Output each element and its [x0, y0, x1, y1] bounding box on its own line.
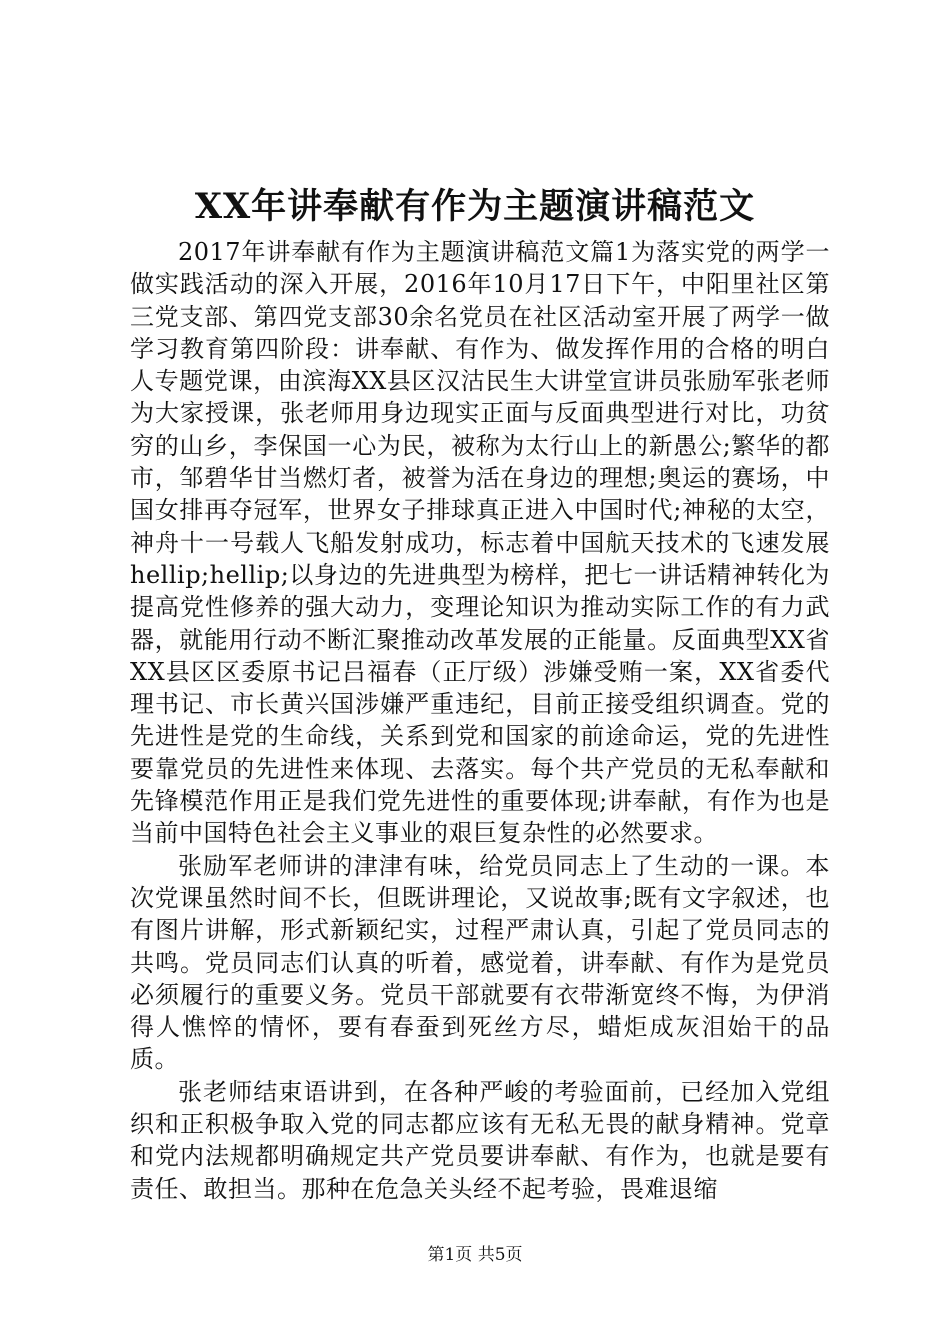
- document-body: [130, 236, 830, 1205]
- paragraph-3: 张老师结束语讲到，在各种严峻的考验面前，已经加入党组织和正积极争取入党的同志都应该有无私无畏的献身精神。党章和党内法规都明确规定共产党员要讲奉献、有作为，也就是要有责任、敢担当。那种在危急关头经不起考验，畏难退缩: [130, 1077, 830, 1203]
- paragraph-2: 张励军老师讲的津津有味，给党员同志上了生动的一课。本次党课虽然时间不长，但既讲理论，又说故事;既有文字叙述，也有图片讲解，形式新颖纪实，过程严肃认真，引起了党员同志的共鸣。党员同志们认真的听着，感觉着，讲奉献、有作为是党员必须履行的重要义务。党员干部就要有衣带渐宽终不悔，为伊消得人憔悴的情怀，要有春蚕到死丝方尽，蜡炬成灰泪始干的品质。: [130, 851, 830, 1074]
- paragraph-1: 2017年讲奉献有作为主题演讲稿范文篇1为落实党的两学一做实践活动的深入开展，2016年10月17日下午，中阳里社区第三党支部、第四党支部30余名党员在社区活动室开展了两学一做学习教育第四阶段：讲奉献、有作为、做发挥作用的合格的明白人专题党课，由滨海XX县区汉沽民生大讲堂宣讲员张励军张老师为大家授课，张老师用身边现实正面与反面典型进行对比，功贫穷的山乡，李保国一心为民，被称为太行山上的新愚公;繁华的都市，邹碧华甘当燃灯者，被誉为活在身边的理想;奥运的赛场，中国女排再夺冠军，世界女子排球真正进入中国时代;神秘的太空，神舟十一号载人飞船发射成功，标志着中国航天技术的飞速发展hellip;hellip;以身边的先进典型为榜样，把七一讲话精神转化为提高党性修养的强大动力，变理论知识为推动实际工作的有力武器，就能用行动不断汇聚推动改革发展的正能量。反面典型XX省XX县区区委原书记吕福春（正厅级）涉嫌受贿一案，XX省委代理书记、市长黄兴国涉嫌严重违纪，目前正接受组织调查。党的先进性是党的生命线，关系到党和国家的前途命运，党的先进性要靠党员的先进性来体现、去落实。每个共产党员的无私奉献和先锋模范作用正是我们党先进性的重要体现;讲奉献，有作为也是当前中国特色社会主义事业的艰巨复杂性的必然要求。: [130, 238, 830, 848]
- page-number-footer: 第1页 共5页: [427, 1245, 523, 1265]
- document-title: XX年讲奉献有作为主题演讲稿范文: [194, 186, 756, 227]
